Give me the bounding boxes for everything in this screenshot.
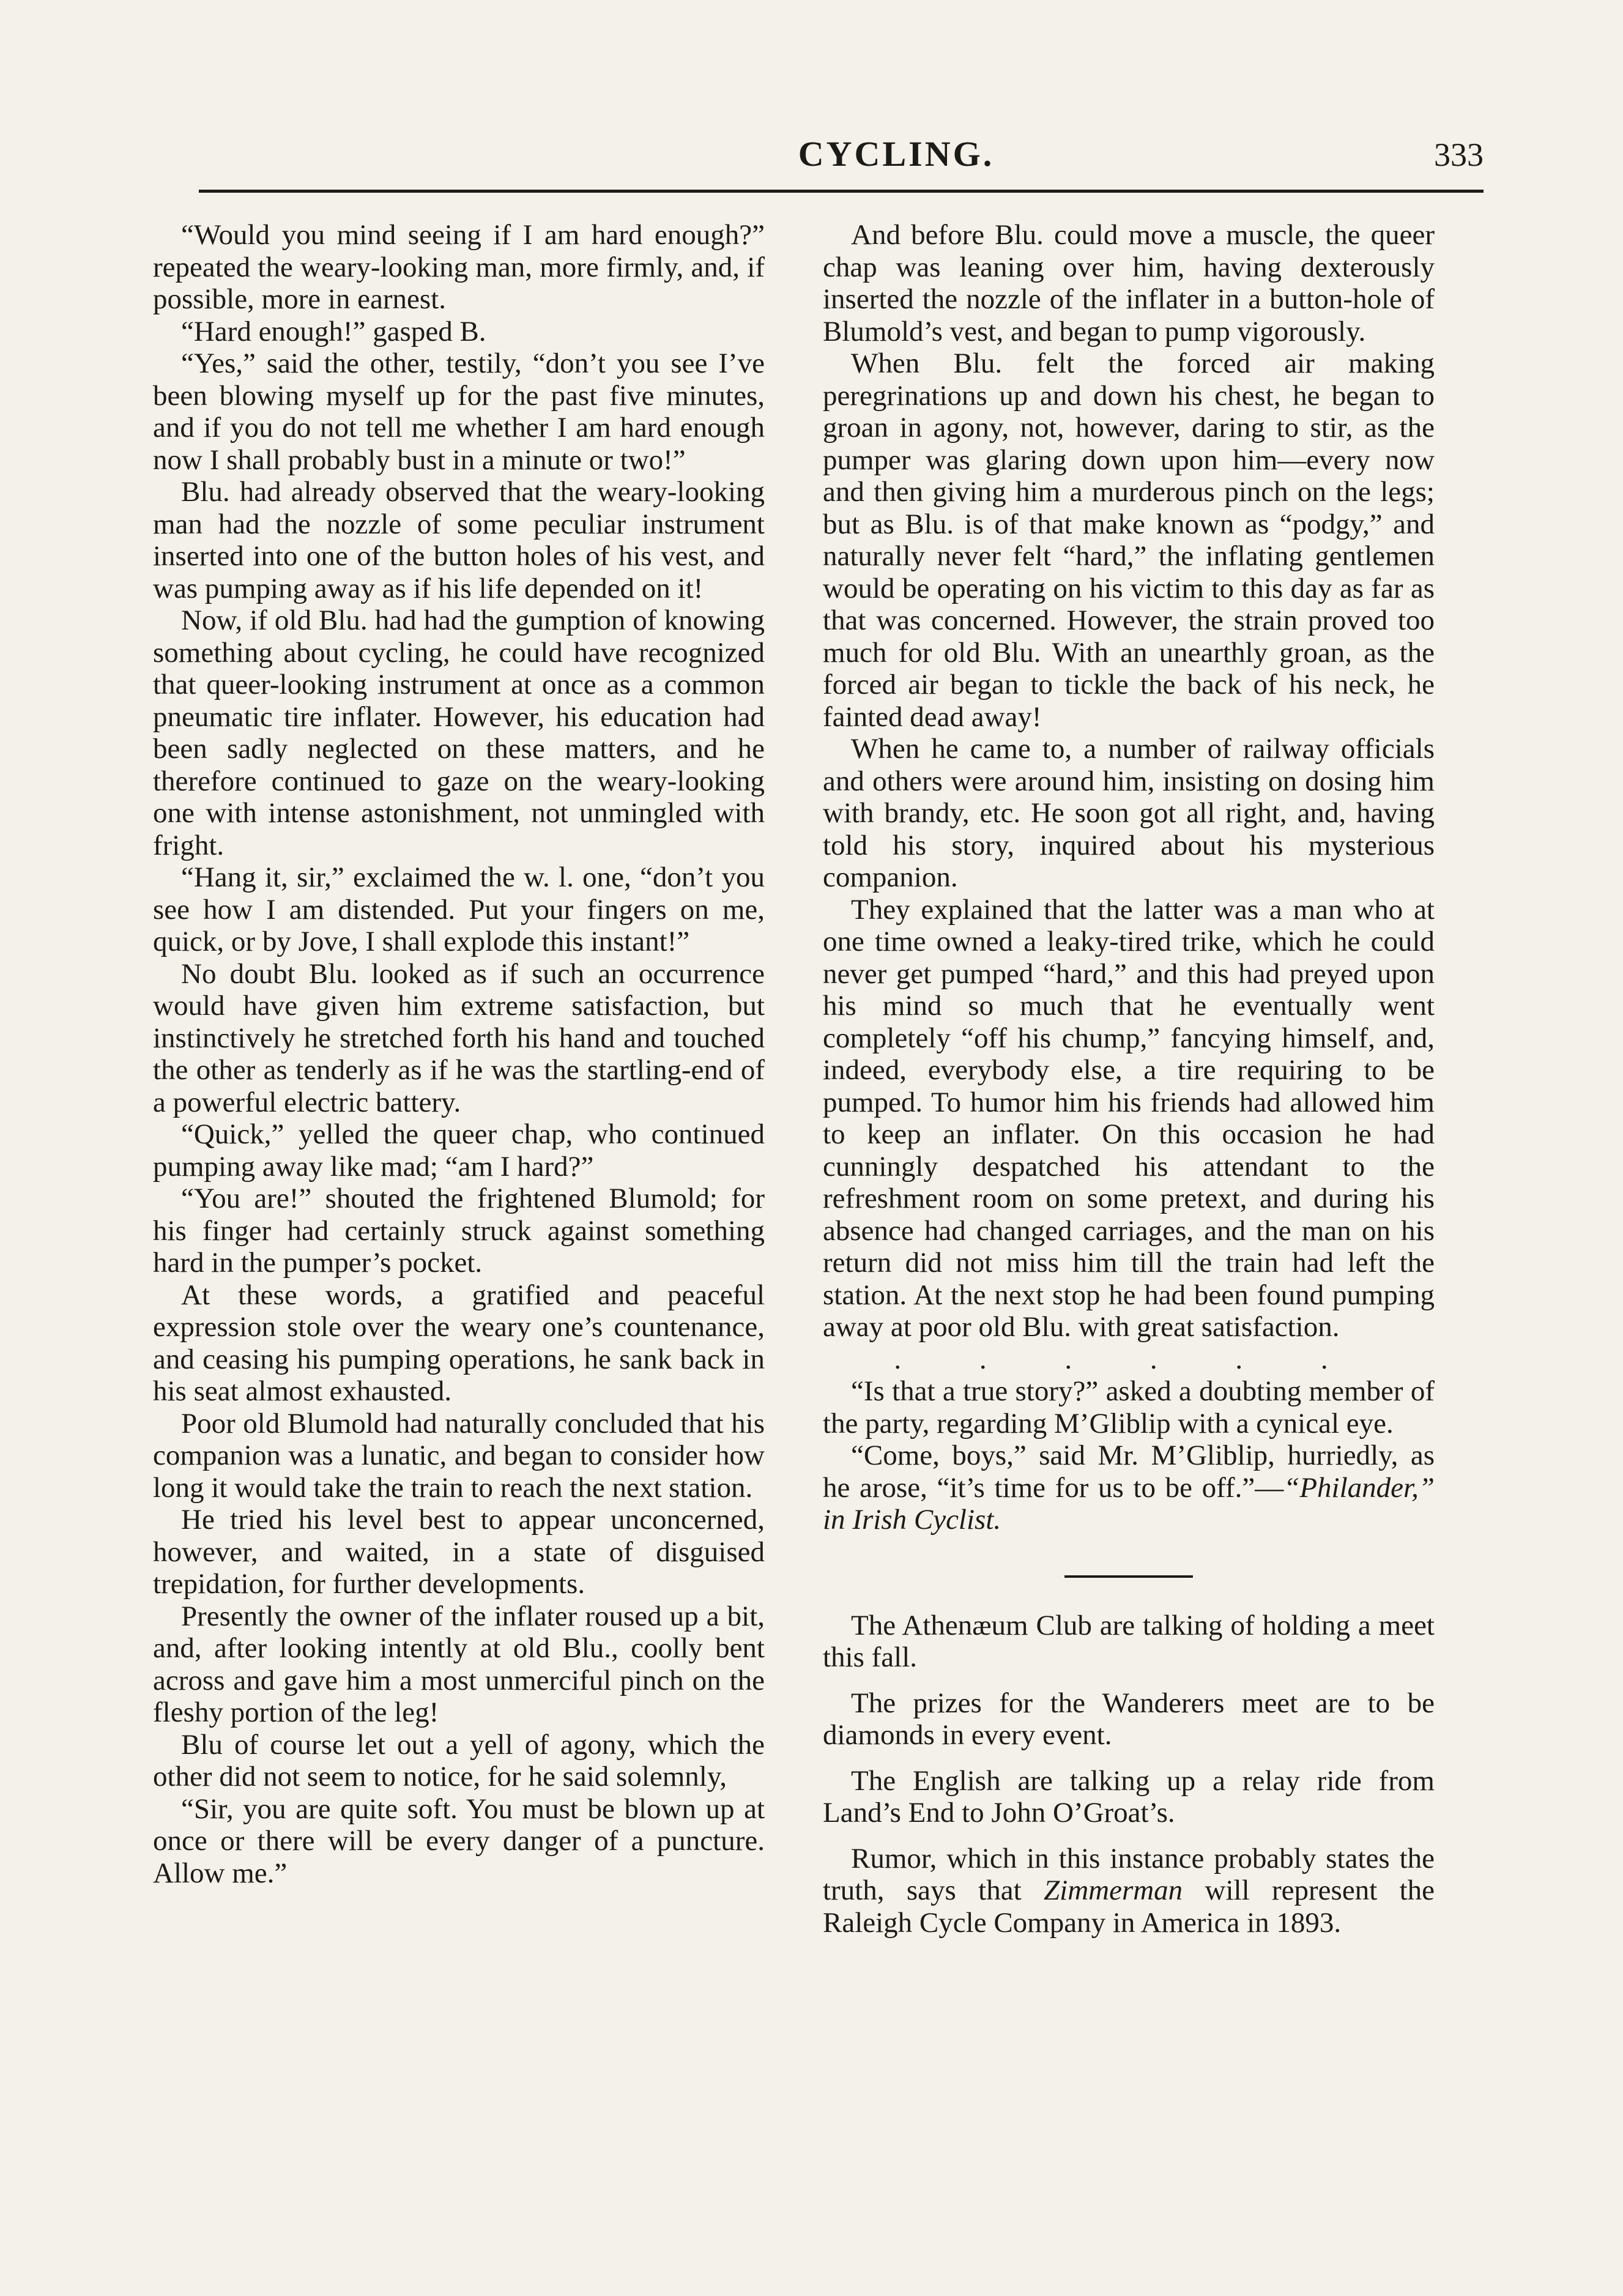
attribution-source: Irish Cyclist. <box>852 1504 1001 1536</box>
section-divider <box>1064 1575 1193 1578</box>
running-title: CYCLING. <box>798 134 995 174</box>
news-note: The Athenæum Club are talking of holding a meet this fall. <box>823 1609 1435 1673</box>
paragraph: And before Blu. could move a muscle, the queer chap was leaning over him, having dexterously inserted the nozzle of the inflater in a button-hole of Blumold’s vest, and began to pump vigorously. <box>823 219 1435 347</box>
note-text-before: Rumor, which in this instance probably states the truth, says that <box>823 1842 1435 1906</box>
paragraph: “Quick,” yelled the queer chap, who continued pumping away like mad; “am I hard?” <box>153 1118 765 1183</box>
paragraph: “Hard enough!” gasped B. <box>181 315 486 347</box>
note-name: Zimmerman <box>1044 1874 1183 1906</box>
news-note <box>823 1843 1435 1939</box>
paragraph: He tried his level best to appear unconcerned, however, and waited, in a state of disguised trepidation, for further developments. <box>153 1504 765 1600</box>
paragraph: No doubt Blu. looked as if such an occurrence would have given him extreme satisfaction, but instinctively he stretched forth his hand and touched the other as tenderly as if he was the startling-end of a powerful electric battery. <box>153 957 765 1118</box>
note-text-after: will represent the Raleigh Cycle Company in America in 1893. <box>823 1874 1435 1939</box>
news-note: The prizes for the Wanderers meet are to be diamonds in every event. <box>823 1687 1435 1751</box>
paragraph: “Would you mind seeing if I am hard enough?” repeated the weary-looking man, more firmly, and, if possible, more in earnest. <box>153 219 765 315</box>
closing-text: “Come, boys,” said Mr. M’Gliblip, hurriedly, as he arose, “it’s time for us to be off.”— <box>823 1440 1435 1504</box>
paragraph: When he came to, a number of railway officials and others were around him, insisting on dosing him with brandy, etc. He soon got all right, and, having told his story, inquired about his mysterious companion. <box>823 733 1435 893</box>
header-rule <box>199 190 1484 193</box>
paragraph: Presently the owner of the inflater roused up a bit, and, after looking intently at old Blu., coolly bent across and gave him a most unmerciful pinch on the fleshy portion of the leg! <box>153 1600 765 1728</box>
paragraph: Poor old Blumold had naturally concluded that his companion was a lunatic, and began to consider how long it would take the train to reach the next station. <box>153 1407 765 1504</box>
right-column <box>823 219 1435 1939</box>
paragraph: Blu of course let out a yell of agony, which the other did not seem to notice, for he said solemnly, <box>153 1728 765 1793</box>
attribution-prefix: in <box>823 1504 845 1536</box>
page-header <box>199 133 1484 182</box>
paragraph: “Sir, you are quite soft. You must be blown up at once or there will be every danger of a puncture. Allow me.” <box>153 1793 765 1889</box>
paragraph: “Hang it, sir,” exclaimed the w. l. one, “don’t you see how I am distended. Put your fingers on me, quick, or by Jove, I shall explode this instant!” <box>153 861 765 957</box>
paragraph: “Yes,” said the other, testily, “don’t you see I’ve been blowing myself up for the past five minutes, and if you do not tell me whether I am hard enough now I shall probably bust in a minute or two!” <box>153 347 765 476</box>
paragraph: Blu. had already observed that the weary-looking man had the nozzle of some peculiar instrument inserted into one of the button holes of his vest, and was pumping away as if his life depended on it! <box>153 476 765 604</box>
paragraph <box>823 1440 1435 1536</box>
paragraph: “Is that a true story?” asked a doubting member of the party, regarding M’Gliblip with a cynical eye. <box>823 1375 1435 1440</box>
left-column <box>153 219 765 1889</box>
attribution-author: “Philander,” <box>1283 1471 1435 1504</box>
section-dots: . . . . . . <box>894 1343 1364 1375</box>
page-number: 333 <box>1434 136 1484 173</box>
paragraph: “You are!” shouted the frightened Blumold; for his finger had certainly struck against something hard in the pumper’s pocket. <box>153 1183 765 1279</box>
paragraph: At these words, a gratified and peaceful expression stole over the weary one’s countenance, and ceasing his pumping operations, he sank back in his seat almost exhausted. <box>153 1279 765 1407</box>
news-note: The English are talking up a relay ride from Land’s End to John O’Groat’s. <box>823 1764 1435 1829</box>
paragraph: Now, if old Blu. had had the gumption of knowing something about cycling, he could have recognized that queer-looking instrument at once as a common pneumatic tire inflater. However, his education had been sadly neglected on these matters, and he therefore continued to gaze on the weary-looking one with intense astonishment, not unmingled with fright. <box>153 604 765 861</box>
paragraph: When Blu. felt the forced air making peregrinations up and down his chest, he began to groan in agony, not, however, daring to stir, as the pumper was glaring down upon him—every now and then giving him a murderous pinch on the legs; but as Blu. is of that make known as “podgy,” and naturally never felt “hard,” the inflating gentlemen would be operating on his victim to this day as far as that was concerned. However, the strain proved too much for old Blu. With an unearthly groan, as the forced air began to tickle the back of his neck, he fainted dead away! <box>823 347 1435 733</box>
paragraph: They explained that the latter was a man who at one time owned a leaky-tired trike, which he could never get pumped “hard,” and this had preyed upon his mind so much that he eventually went completely “off his chump,” fancying himself, and, indeed, everybody else, a tire requiring to be pumped. To humor him his friends had allowed him to keep an inflater. On this occasion he had cunningly despatched his attendant to the refreshment room on some pretext, and during his absence had changed carriages, and the man on his return did not miss him till the train had left the station. At the next stop he had been found pumping away at poor old Blu. with great satisfaction. <box>823 893 1435 1343</box>
